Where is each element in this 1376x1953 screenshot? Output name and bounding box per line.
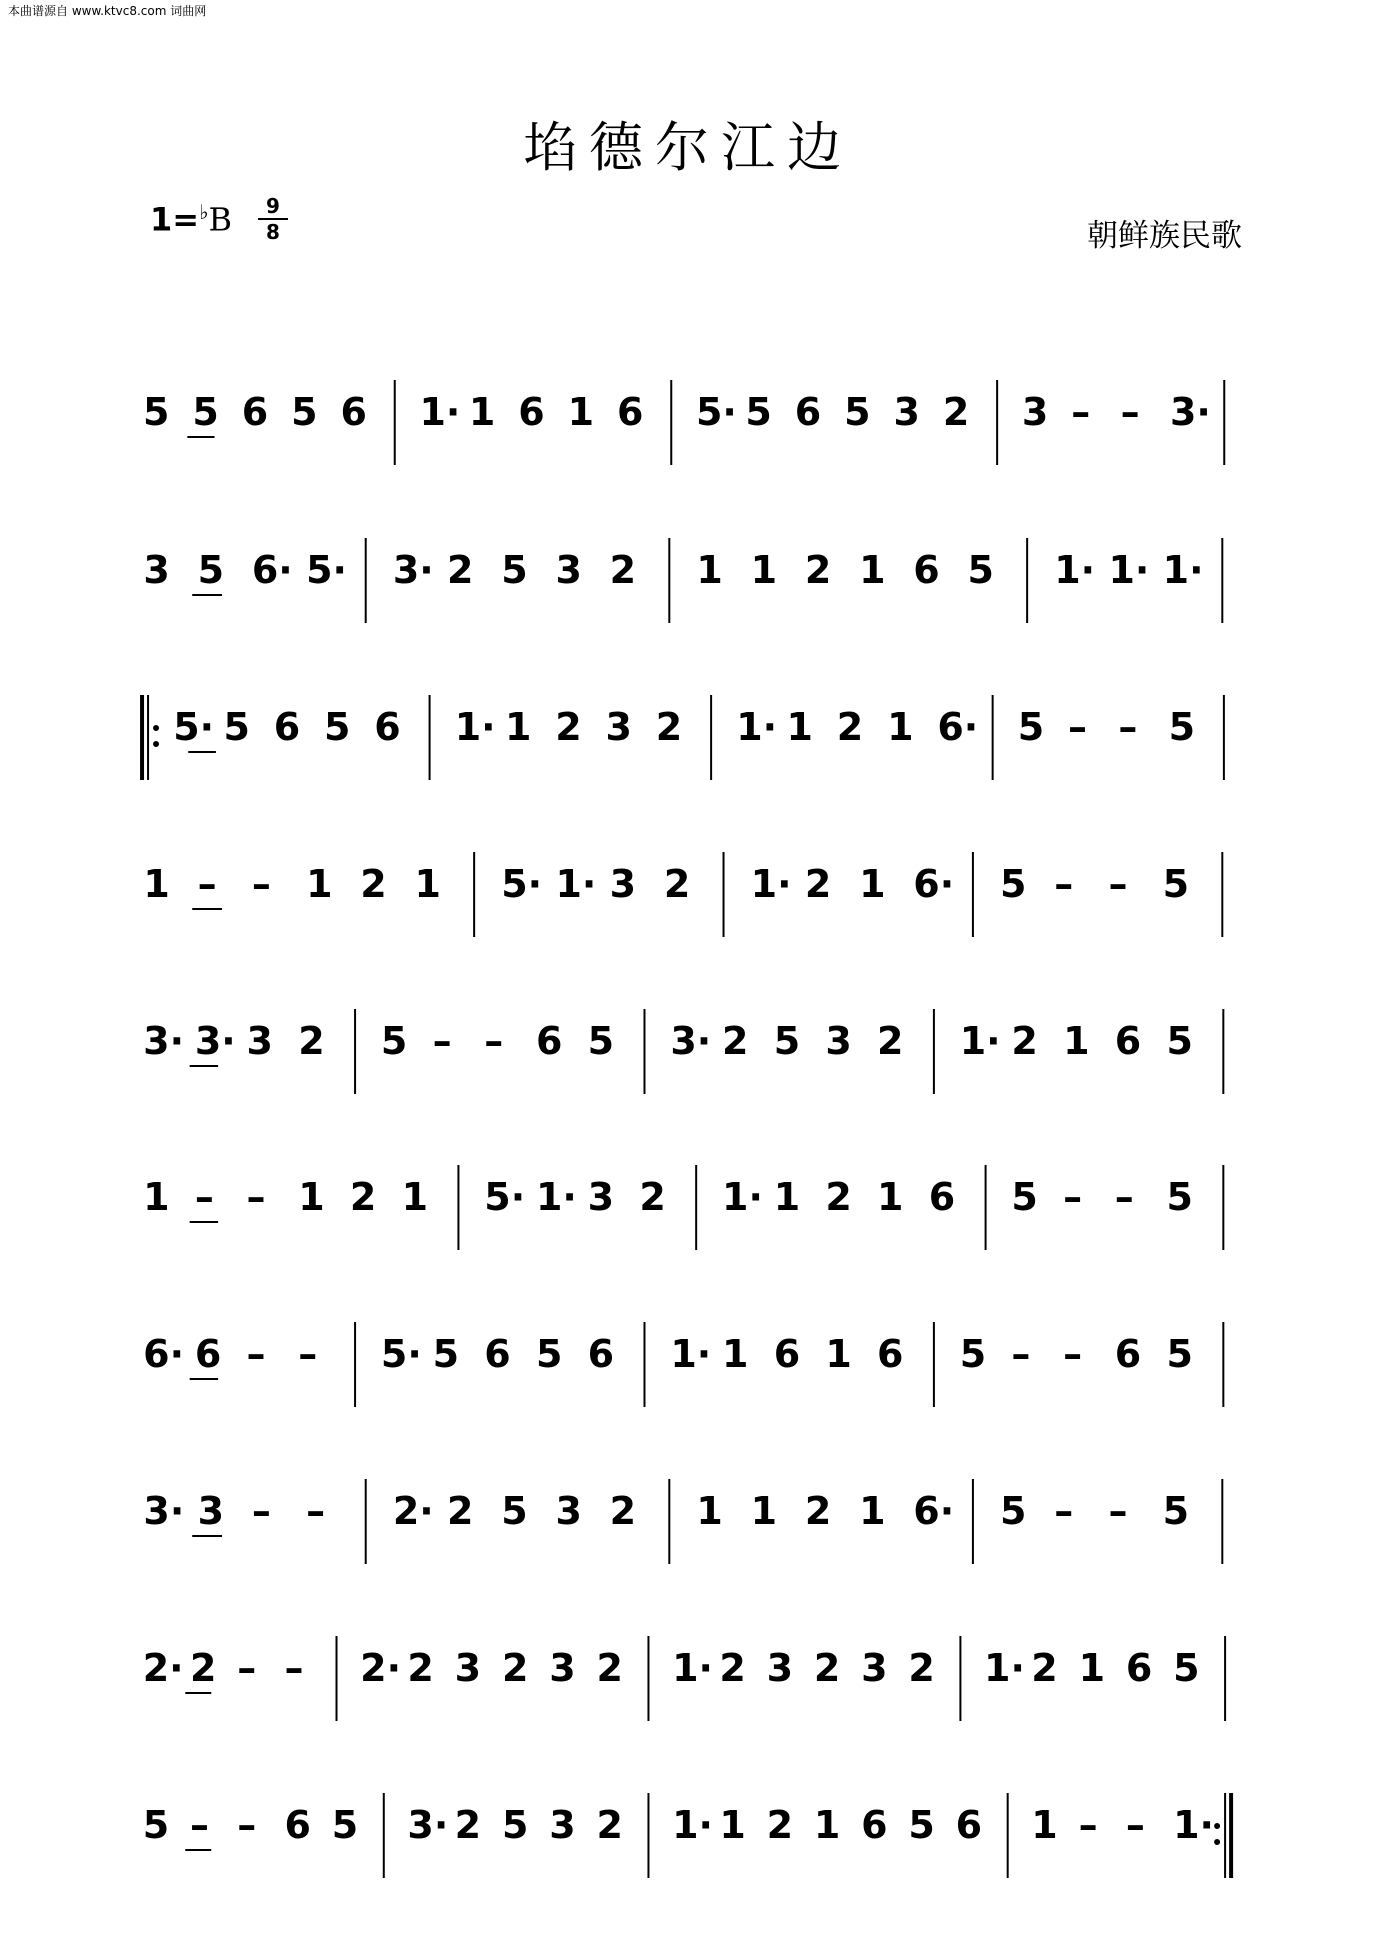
repeat-dot (1214, 1839, 1220, 1845)
note: 1 (859, 548, 886, 592)
note: 1 (750, 548, 778, 592)
note: 1 (859, 862, 886, 906)
note: 2 (609, 1489, 637, 1533)
note: – (1011, 1332, 1031, 1376)
note: 1 (813, 1803, 841, 1847)
note: – (251, 862, 271, 906)
note: 2 (722, 1019, 749, 1063)
note: 2· (392, 1489, 434, 1533)
note: 5 (773, 1019, 801, 1063)
note: 2 (298, 1019, 325, 1063)
note: 6· (251, 548, 293, 592)
note: 6 (1114, 1019, 1142, 1063)
note: 2 (719, 1646, 746, 1690)
note: 3 (549, 1646, 576, 1690)
note: 5 (501, 1803, 529, 1847)
note: 2 (825, 1175, 852, 1219)
note: 2 (804, 548, 832, 592)
note: 3 (246, 1019, 273, 1063)
note: 6 (773, 1332, 801, 1376)
note: 1 (786, 705, 813, 749)
note: – (1108, 1489, 1128, 1533)
note: 5 (1000, 862, 1027, 906)
note: 1· (454, 705, 496, 749)
note: 3· (670, 1019, 712, 1063)
note: – (306, 1489, 326, 1533)
note: 3 (454, 1646, 482, 1690)
note: 6· (937, 705, 979, 749)
note: 1· (1173, 1803, 1214, 1847)
note: 6 (1114, 1332, 1142, 1376)
note: 2 (609, 548, 637, 592)
note: 2 (189, 1646, 217, 1690)
source-watermark: 本曲谱源自 www.ktvc8.com 词曲网 (8, 4, 207, 18)
note: – (1120, 390, 1140, 434)
note: – (1054, 862, 1074, 906)
note: 6 (861, 1803, 888, 1847)
note: 5 (142, 390, 170, 434)
note: – (237, 1803, 257, 1847)
note: 2 (407, 1646, 434, 1690)
note: 6 (241, 390, 269, 434)
note: – (298, 1332, 318, 1376)
song-title: 埳德尔江边 (523, 116, 853, 179)
note: 2 (454, 1803, 482, 1847)
note: – (189, 1803, 209, 1847)
note: 1 (887, 705, 914, 749)
note: 2 (447, 1489, 474, 1533)
key-prefix: 1= (150, 200, 200, 239)
key-flat: ♭ (199, 200, 209, 224)
note: 2 (1011, 1019, 1038, 1063)
note: 3 (587, 1175, 615, 1219)
note: 5· (695, 390, 737, 434)
repeat-dot (1214, 1823, 1220, 1829)
note: 2 (1031, 1646, 1058, 1690)
note: 6· (143, 1332, 185, 1376)
note: 1 (877, 1175, 904, 1219)
note: 1· (736, 705, 778, 749)
note: 1 (306, 862, 333, 906)
note: 2 (349, 1175, 377, 1219)
note: 1· (750, 862, 792, 906)
note: 5 (587, 1019, 615, 1063)
note: – (1125, 1803, 1145, 1847)
note: 1 (143, 1175, 170, 1219)
note: 3· (407, 1803, 449, 1847)
note: 1· (722, 1175, 763, 1219)
note: 3· (143, 1489, 185, 1533)
note: 2 (655, 705, 683, 749)
note: 1 (143, 862, 170, 906)
note: 5 (501, 1489, 528, 1533)
note: 3 (766, 1646, 794, 1690)
note: 1· (672, 1646, 713, 1690)
note: 2 (447, 548, 474, 592)
note: 5· (501, 862, 543, 906)
note: 1· (555, 862, 597, 906)
note: 6 (518, 390, 545, 434)
note: – (1063, 1332, 1083, 1376)
note: 2 (639, 1175, 666, 1219)
note: 2 (596, 1646, 623, 1690)
note: 1 (1078, 1646, 1106, 1690)
note: 5 (324, 705, 351, 749)
note: 5 (745, 390, 772, 434)
note: 3 (605, 705, 632, 749)
note: 1 (696, 1489, 723, 1533)
note: 2· (360, 1646, 402, 1690)
note: – (1078, 1803, 1098, 1847)
note: 2 (908, 1646, 935, 1690)
note: 1 (750, 1489, 778, 1533)
note: 1· (959, 1019, 1001, 1063)
note: 2 (555, 705, 582, 749)
note: 5 (967, 548, 994, 592)
note: – (1054, 1489, 1074, 1533)
note: – (432, 1019, 452, 1063)
note: 3 (1021, 390, 1049, 434)
note: 1 (773, 1175, 801, 1219)
note: – (194, 1175, 214, 1219)
note: 3· (1169, 390, 1211, 434)
note: 5 (1017, 705, 1045, 749)
note: – (251, 1489, 271, 1533)
composer: 朝鲜族民歌 (1087, 218, 1242, 254)
note: 5 (142, 1803, 170, 1847)
note: 3 (861, 1646, 888, 1690)
note: 5 (535, 1332, 563, 1376)
note: – (197, 862, 217, 906)
note: 6 (928, 1175, 956, 1219)
note: 6· (913, 1489, 955, 1533)
note: 6 (913, 548, 940, 592)
note: 1· (1108, 548, 1150, 592)
note: 2 (501, 1646, 529, 1690)
note: 2 (766, 1803, 794, 1847)
note: 5 (1000, 1489, 1027, 1533)
note: 5 (1166, 1175, 1193, 1219)
note: 1· (1162, 548, 1204, 592)
note: 5 (331, 1803, 359, 1847)
note: 6· (913, 862, 955, 906)
note: 6 (374, 705, 401, 749)
note: 5· (173, 705, 215, 749)
note: – (1063, 1175, 1083, 1219)
note: 3 (893, 390, 920, 434)
note: 3· (392, 548, 434, 592)
note: 1 (298, 1175, 325, 1219)
note: – (246, 1175, 266, 1219)
note: 5 (959, 1332, 987, 1376)
note: 5 (192, 390, 219, 434)
note: 1· (419, 390, 461, 434)
note: 6 (284, 1803, 311, 1847)
note: 3 (549, 1803, 576, 1847)
note: 5 (908, 1803, 935, 1847)
note: 2 (804, 1489, 832, 1533)
note: 1 (468, 390, 496, 434)
note: 1 (825, 1332, 852, 1376)
note: 6 (955, 1803, 983, 1847)
note: 1· (984, 1646, 1025, 1690)
note: 1· (1054, 548, 1096, 592)
note: 5 (1173, 1646, 1200, 1690)
note: 3 (197, 1489, 225, 1533)
note: 5 (291, 390, 318, 434)
note: 5 (501, 548, 528, 592)
note: 1 (1063, 1019, 1090, 1063)
repeat-dot (153, 741, 159, 747)
note: 1 (722, 1332, 749, 1376)
note: 1 (401, 1175, 429, 1219)
note: – (1071, 390, 1091, 434)
note: 3· (143, 1019, 185, 1063)
note: 5 (223, 705, 250, 749)
note: 1 (414, 862, 441, 906)
note: 3 (555, 1489, 582, 1533)
note: 1 (567, 390, 595, 434)
note: 1· (670, 1332, 712, 1376)
note: 2 (813, 1646, 841, 1690)
note: 3 (555, 548, 582, 592)
note: 1 (719, 1803, 746, 1847)
note: 3· (194, 1019, 236, 1063)
note: 6 (273, 705, 301, 749)
note: 2 (877, 1019, 904, 1063)
note: 5 (432, 1332, 460, 1376)
note: 3 (825, 1019, 852, 1063)
note: – (1108, 862, 1128, 906)
note: 3 (143, 548, 170, 592)
note: 5 (844, 390, 871, 434)
note: 2 (942, 390, 970, 434)
note: 3 (609, 862, 637, 906)
note: 5 (380, 1019, 408, 1063)
note: 5 (1168, 705, 1196, 749)
note: 5 (1162, 1489, 1190, 1533)
note: 6 (794, 390, 822, 434)
note: 6 (194, 1332, 222, 1376)
meter-top: 9 (266, 194, 280, 218)
key-note: B (208, 200, 233, 239)
note: 1 (504, 705, 532, 749)
note: 1· (672, 1803, 713, 1847)
note: 5· (380, 1332, 422, 1376)
meter-bottom: 8 (258, 218, 288, 244)
note: 5· (484, 1175, 526, 1219)
note: 6 (340, 390, 367, 434)
note: 2 (836, 705, 864, 749)
note: – (284, 1646, 304, 1690)
note: – (237, 1646, 257, 1690)
note: 2 (804, 862, 832, 906)
note: – (1114, 1175, 1134, 1219)
note: 6 (535, 1019, 563, 1063)
note: 2 (596, 1803, 623, 1847)
note: 1 (1031, 1803, 1058, 1847)
note: 6 (587, 1332, 615, 1376)
note: 2· (142, 1646, 184, 1690)
note: 2 (663, 862, 691, 906)
note: 6 (484, 1332, 511, 1376)
note: 5· (306, 548, 347, 592)
repeat-dot (153, 725, 159, 731)
note: 5 (197, 548, 225, 592)
note: 5 (1011, 1175, 1038, 1219)
note: 2 (360, 862, 387, 906)
note: – (1118, 705, 1138, 749)
note: 1 (696, 548, 723, 592)
note: 6 (877, 1332, 904, 1376)
note: 5 (1162, 862, 1190, 906)
note: 1· (535, 1175, 577, 1219)
note: – (1068, 705, 1088, 749)
note: – (484, 1019, 504, 1063)
note: – (246, 1332, 266, 1376)
note: 1 (859, 1489, 886, 1533)
note: 6 (1125, 1646, 1153, 1690)
note: 5 (1166, 1019, 1193, 1063)
note: 5 (1166, 1332, 1193, 1376)
note: 6 (616, 390, 644, 434)
